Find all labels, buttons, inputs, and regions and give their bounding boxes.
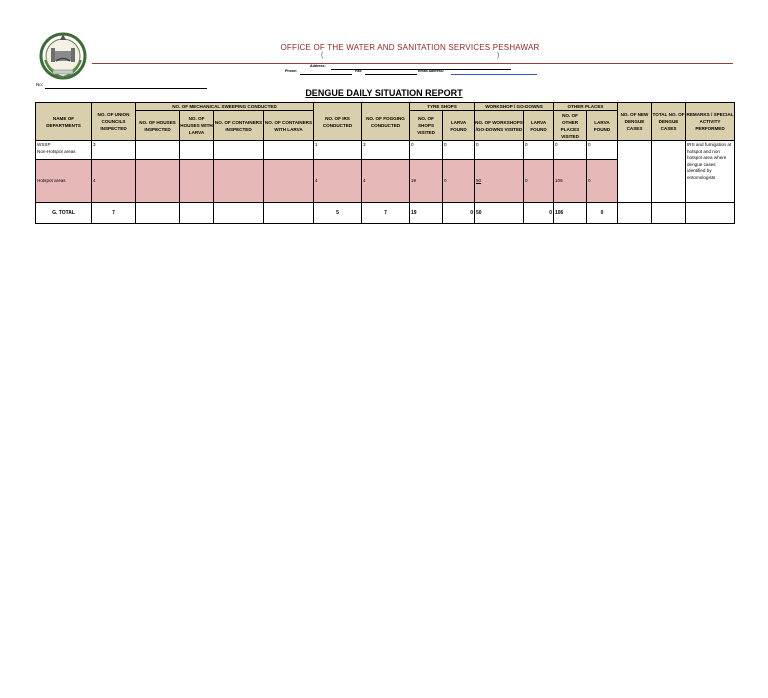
reference-no-label: No:	[36, 82, 44, 87]
col-header-houses-larva: NO. OF HOUSES WITH LARVA	[180, 111, 214, 141]
reference-no-line	[45, 88, 207, 89]
cell-workshop-larva: 0	[524, 141, 554, 160]
table-row	[36, 141, 735, 160]
row-name-line1: WSSP	[37, 142, 51, 147]
total-tyre-larva: 0	[443, 203, 475, 224]
group-header-tyre-shops: TYRE SHOPS	[410, 103, 475, 111]
total-workshop-larva: 0	[524, 203, 554, 224]
col-header-new-cases: NO. OF NEW DENGUE CASES	[618, 103, 652, 141]
col-header-shops: NO. OF SHOPS VISITED	[410, 111, 443, 141]
office-paren-close: )	[497, 52, 500, 59]
email-label: Email Address:	[418, 69, 445, 73]
cell-containers	[214, 160, 264, 203]
government-emblem-logo	[36, 30, 90, 82]
total-other-larva: 0	[587, 203, 618, 224]
total-other-places: 106	[554, 203, 587, 224]
total-houses-larva	[180, 203, 214, 224]
col-header-houses: NO. OF HOUSES INSPECTED	[136, 111, 180, 141]
cell-workshop-larva: 0	[524, 160, 554, 203]
total-union-councils: 7	[92, 203, 136, 224]
col-header-union-councils: NO. OF UNION COUNCILS INSPECTED	[92, 103, 136, 141]
cell-tyre-larva: 0	[443, 141, 475, 160]
row-name-cell	[36, 141, 92, 160]
cell-other-places: 106	[554, 160, 587, 203]
cell-houses	[136, 141, 180, 160]
cell-other-larva: 0	[587, 141, 618, 160]
office-title: OFFICE OF THE WATER AND SANITATION SERVICES PESHAWAR	[280, 43, 540, 52]
total-houses	[136, 203, 180, 224]
cell-containers-larva	[264, 141, 314, 160]
header-rule	[92, 63, 733, 64]
total-new-cases	[618, 203, 652, 224]
cell-houses-larva	[180, 160, 214, 203]
total-containers	[214, 203, 264, 224]
total-irs: 5	[314, 203, 362, 224]
cell-other-places: 0	[554, 141, 587, 160]
fax-line	[365, 74, 417, 75]
col-header-workshop-larva: LARVA FOUND	[524, 111, 554, 141]
phone-line	[300, 74, 352, 75]
address-label: Address:	[310, 64, 326, 68]
cell-containers	[214, 141, 264, 160]
cell-tyre-larva: 0	[443, 160, 475, 203]
fax-label: Fax:	[355, 69, 363, 73]
col-header-containers: NO. OF CONTAINERS INSPECTED	[214, 111, 264, 141]
cell-shops: 19	[410, 160, 443, 203]
cell-shops: 0	[410, 141, 443, 160]
cell-containers-larva	[264, 160, 314, 203]
cell-remarks: IRS and fumigation at hotspot and non hotspot area where dengue cases identified by entomologists	[686, 141, 735, 203]
total-shops: 19	[410, 203, 443, 224]
col-header-containers-larva: NO. OF CONTAINERS WITH LARVA	[264, 111, 314, 141]
group-header-mechanical-sweeping: NO. OF MECHANICAL SWEEPING CONDUCTED	[136, 103, 314, 111]
cell-irs: 4	[314, 160, 362, 203]
col-header-other-places: NO. OF OTHER PLACES VISITED	[554, 111, 587, 141]
total-fogging: 7	[362, 203, 410, 224]
office-paren-open: (	[321, 52, 324, 59]
cell-irs: 1	[314, 141, 362, 160]
workshops-value: 50	[476, 177, 482, 183]
cell-fogging: 3	[362, 141, 410, 160]
cell-other-larva: 0	[587, 160, 618, 203]
total-total-cases	[652, 203, 686, 224]
report-title: DENGUE DAILY SITUATION REPORT	[305, 88, 463, 98]
total-containers-larva	[264, 203, 314, 224]
cell-workshops	[475, 160, 524, 203]
row-name-cell: Hotspot areas	[36, 160, 92, 203]
total-row	[36, 203, 735, 224]
cell-total-cases	[652, 141, 686, 203]
cell-workshops: 0	[475, 141, 524, 160]
col-header-name: NAME OF DEPARTMENTS	[36, 103, 92, 141]
total-label: G. TOTAL	[36, 203, 92, 224]
dengue-report-table	[35, 102, 735, 224]
cell-union-councils: 4	[92, 160, 136, 203]
total-remarks	[686, 203, 735, 224]
col-header-tyre-larva: LARVA FOUND	[443, 111, 475, 141]
cell-houses	[136, 160, 180, 203]
cell-union-councils: 3	[92, 141, 136, 160]
email-line	[451, 74, 537, 75]
group-header-other-places: OTHER PLACES	[554, 103, 618, 111]
col-header-irs: NO. OF IRS CONDUCTED	[314, 103, 362, 141]
col-header-workshops: NO. OF WORKSHOPS /GO-DOWNS VISITED	[475, 111, 524, 141]
cell-new-cases	[618, 141, 652, 203]
col-header-total-cases: TOTAL NO. OF DENGUE CASES	[652, 103, 686, 141]
col-header-remarks: REMARKS / SPECIAL ACTIVITY PERFORMED	[686, 103, 735, 141]
total-workshops: 50	[475, 203, 524, 224]
group-header-workshops: WORKSHOP / GO-DOWNS	[475, 103, 554, 111]
cell-houses-larva	[180, 141, 214, 160]
phone-label: Phone:	[285, 69, 298, 73]
col-header-fogging: NO. OF FOGGING CONDUCTED	[362, 103, 410, 141]
cell-fogging: 4	[362, 160, 410, 203]
row-name-line2: Non-Hotspot areas	[37, 148, 76, 154]
col-header-other-larva: LARVA FOUND	[587, 111, 618, 141]
